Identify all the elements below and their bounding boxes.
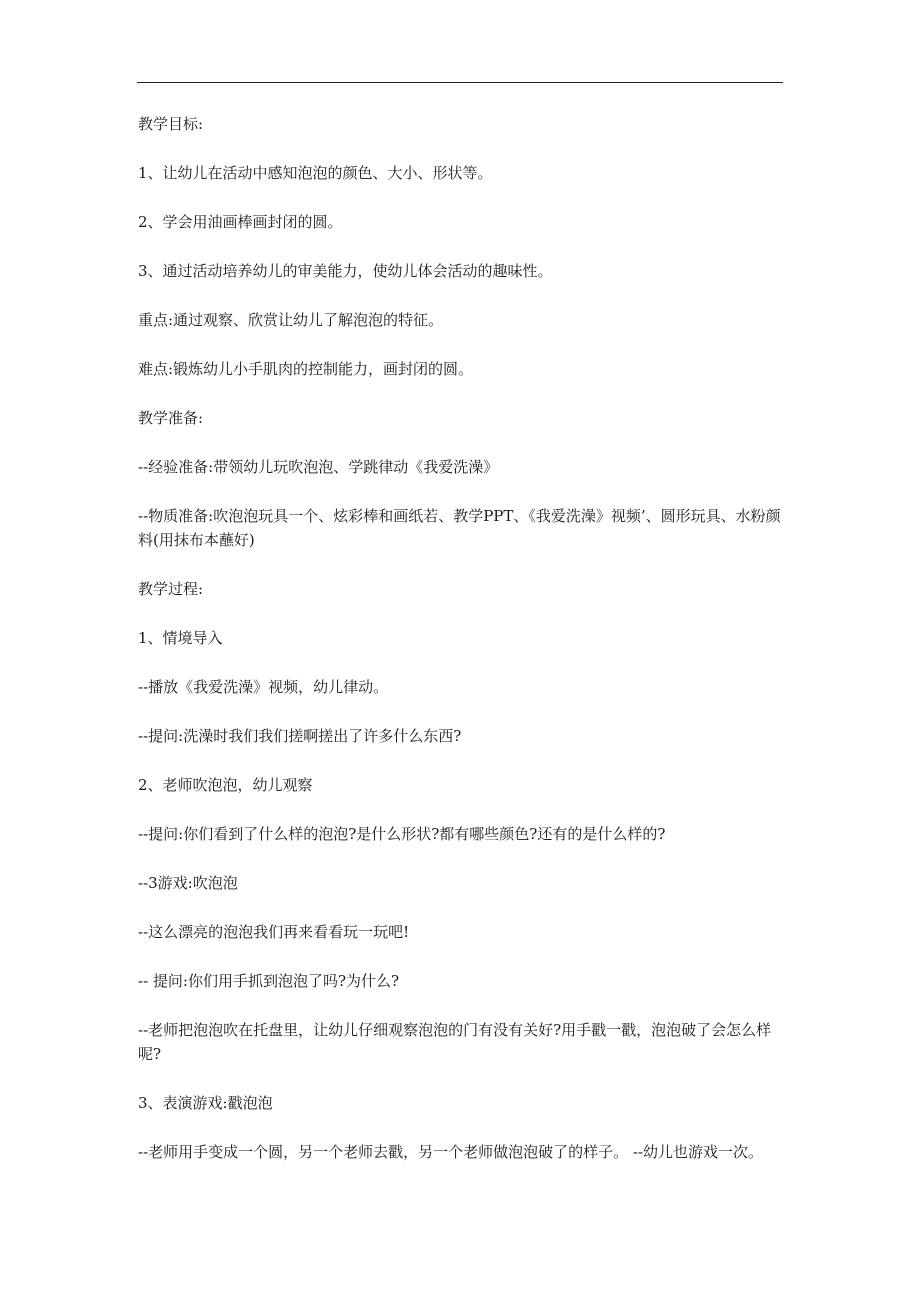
step-1-item-2: --提问:洗澡时我们我们搓啊搓出了许多什么东西? — [138, 727, 462, 745]
heading-teaching-goals: 教学目标: — [138, 115, 204, 133]
step-2-title: 2、老师吹泡泡，幼儿观察 — [138, 776, 313, 794]
material-preparation: --物质准备:吹泡泡玩具一个、炫彩棒和画纸若、教学PPT、《我爱洗澡》视频’、圆形玩具、水粉颜料(用抹布本蘸好) — [138, 507, 781, 549]
step-3-title: 3、表演游戏:戳泡泡 — [138, 1094, 273, 1112]
step-1-title: 1、情境导入 — [138, 629, 223, 647]
step-2-item-3: --这么漂亮的泡泡我们再来看看玩一玩吧! — [138, 923, 410, 941]
key-point: 重点:通过观察、欣赏让幼儿了解泡泡的特征。 — [138, 311, 444, 329]
heading-teaching-process: 教学过程: — [138, 580, 204, 598]
difficult-point: 难点:锻炼幼儿小手肌肉的控制能力，画封闭的圆。 — [138, 360, 474, 378]
heading-preparation: 教学准备: — [138, 409, 204, 427]
goal-item-1: 1、让幼儿在活动中感知泡泡的颜色、大小、形状等。 — [138, 164, 493, 182]
step-2-item-2: --3游戏:吹泡泡 — [138, 874, 238, 892]
step-2-item-1: --提问:你们看到了什么样的泡泡?是什么形状?都有哪些颜色?还有的是什么样的? — [138, 825, 666, 843]
step-2-item-4: -- 提问:你们用手抓到泡泡了吗?为什么? — [138, 972, 400, 990]
document-body — [138, 112, 788, 1164]
goal-item-2: 2、学会用油画棒画封闭的圆。 — [138, 213, 343, 231]
header-rule — [137, 82, 783, 83]
step-3-item-1: --老师用手变成一个圆，另一个老师去戳，另一个老师做泡泡破了的样子。 --幼儿也游戏一次。 — [138, 1143, 764, 1161]
experience-preparation: --经验准备:带领幼儿玩吹泡泡、学跳律动《我爱洗澡》 — [138, 458, 499, 476]
goal-item-3: 3、通过活动培养幼儿的审美能力，使幼儿体会活动的趣味性。 — [138, 262, 553, 280]
step-2-item-5: --老师把泡泡吹在托盘里，让幼儿仔细观察泡泡的门有没有关好?用手戳一戳，泡泡破了会怎么样呢? — [138, 1021, 772, 1063]
step-1-item-1: --播放《我爱洗澡》视频，幼儿律动。 — [138, 678, 389, 696]
